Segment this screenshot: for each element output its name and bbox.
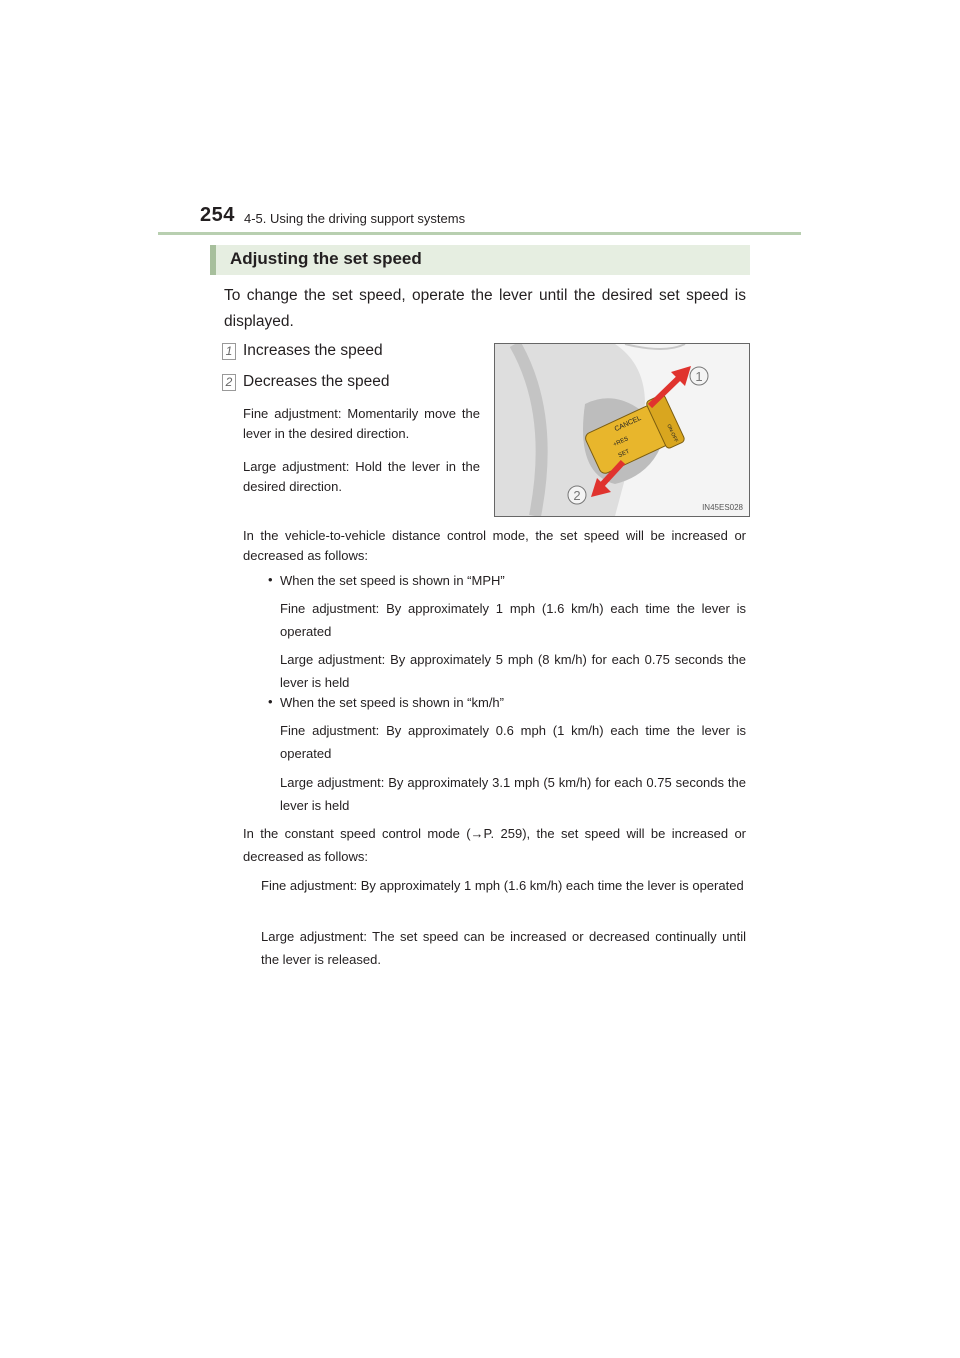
up-arrow <box>650 366 691 406</box>
kmh-large: Large adjustment: By approximately 3.1 mph (5 km/h) for each 0.75 seconds the lever is held <box>280 775 746 813</box>
lever-drawing <box>495 344 749 516</box>
illustration-code: IN45ES028 <box>702 503 743 512</box>
kmh-fine: Fine adjustment: By approximately 0.6 mph (1 km/h) each time the lever is operated <box>280 723 746 761</box>
mph-fine: Fine adjustment: By approximately 1 mph (1.6 km/h) each time the lever is operated <box>280 601 746 639</box>
bullet-mph-dot: • <box>268 572 273 587</box>
lever-illustration <box>494 343 750 517</box>
page-number: 254 <box>200 204 235 226</box>
bullet-kmh-dot: • <box>268 694 273 709</box>
heading-text: Adjusting the set speed <box>230 249 422 268</box>
svg-text:CANCEL: CANCEL <box>613 414 643 434</box>
fine-adjustment-note: Fine adjustment: Momentarily move the lever in the desired direction. <box>243 406 480 441</box>
section-title: 4-5. Using the driving support systems <box>244 211 466 226</box>
svg-text:ON-OFF: ON-OFF <box>665 423 679 444</box>
bullet-mph: When the set speed is shown in “MPH” <box>280 573 505 588</box>
header-rule <box>158 232 801 235</box>
item-1-badge: 1 <box>222 343 236 360</box>
constant-fine: Fine adjustment: By approximately 1 mph (1.6 km/h) each time the lever is operated <box>261 878 744 893</box>
bullet-kmh: When the set speed is shown in “km/h” <box>280 695 504 710</box>
callout-1: 1 <box>695 369 703 384</box>
svg-text:SET: SET <box>617 448 631 460</box>
constant-mode-intro: In the constant speed control mode (→P. 259), the set speed will be increased or decreased as follows: <box>243 826 746 864</box>
item-2-badge: 2 <box>222 374 236 391</box>
heading-bar <box>210 245 750 275</box>
svg-text:+RES: +RES <box>612 436 630 449</box>
large-adjustment-note: Large adjustment: Hold the lever in the desired direction. <box>243 459 480 494</box>
item-1-label: Increases the speed <box>243 342 383 359</box>
mph-large: Large adjustment: By approximately 5 mph (8 km/h) for each 0.75 seconds the lever is held <box>280 652 746 690</box>
intro-paragraph: To change the set speed, operate the lever until the desired set speed is displayed. <box>224 287 746 330</box>
vehicle-mode-intro: In the vehicle-to-vehicle distance control mode, the set speed will be increased or decreased as follows: <box>243 528 746 563</box>
callout-2: 2 <box>573 488 581 503</box>
constant-large: Large adjustment: The set speed can be increased or decreased continually until the lever is released. <box>261 929 746 967</box>
item-2-label: Decreases the speed <box>243 373 390 390</box>
